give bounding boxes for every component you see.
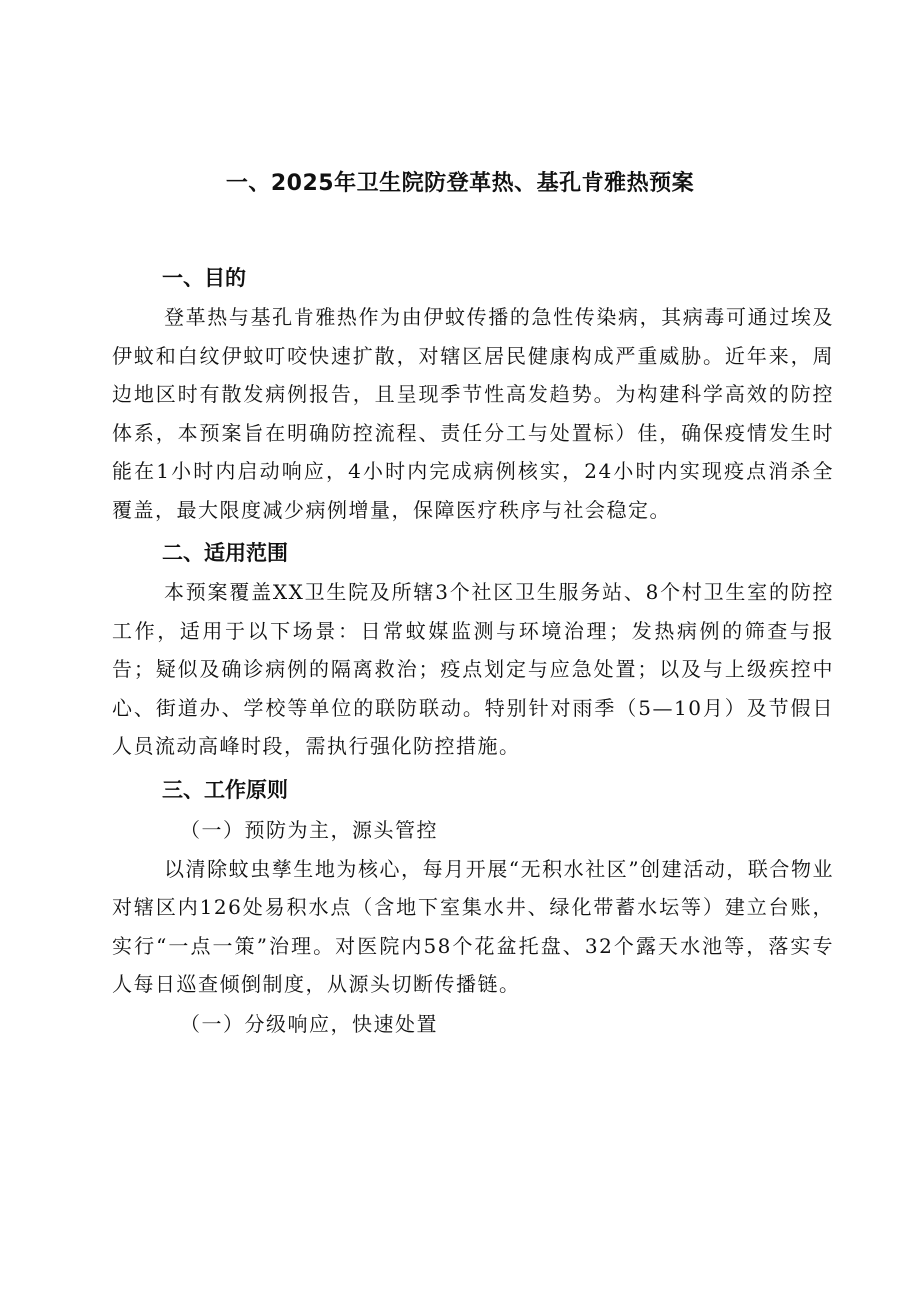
section-heading-purpose: 一、目的 [162,266,246,290]
section-heading-scope: 二、适用范围 [162,541,288,565]
document-body [112,258,834,1044]
section-paragraph-purpose: 登革热与基孔肯雅热作为由伊蚊传播的急性传染病，其病毒可通过埃及伊蚊和白纹伊蚊叮咬快速扩散，对辖区居民健康构成严重威胁。近年来，周边地区时有散发病例报告，且呈现季节性高发趋势。为构建科学高效的防控体系，本预案旨在明确防控流程、责任分工与处置标）佳，确保疫情发生时能在1小时内启动响应，4小时内完成病例核实，24小时内实现疫点消杀全覆盖，最大限度减少病例增量，保障医疗秩序与社会稳定。 [112,305,834,522]
section-paragraph-scope: 本预案覆盖XX卫生院及所辖3个社区卫生服务站、8个村卫生室的防控工作，适用于以下场景：日常蚊媒监测与环境治理；发热病例的筛查与报告；疑似及确诊病例的隔离救治；疫点划定与应急处置；以及与上级疾控中心、街道办、学校等单位的联防联动。特别针对雨季（5—10月）及节假日人员流动高峰时段，需执行强化防控措施。 [112,580,834,758]
section-heading-principles: 三、工作原则 [162,777,288,802]
subsection-paragraph-prevention: 以清除蚊虫孳生地为核心，每月开展“无积水社区”创建活动，联合物业对辖区内126处易积水点（含地下室集水井、绿化带蓄水坛等）建立台账，实行“一点一策”治理。对医院内58个花盆托盘、32个露天水池等，落实专人每日巡查倾倒制度，从源头切断传播链。 [112,856,834,996]
document-title: 一、2025年卫生院防登革热、基孔肯雅热预案 [225,171,695,196]
subsection-heading-response: （一）分级响应，快速处置 [180,1011,438,1036]
subsection-heading-prevention: （一）预防为主，源头管控 [180,817,438,842]
